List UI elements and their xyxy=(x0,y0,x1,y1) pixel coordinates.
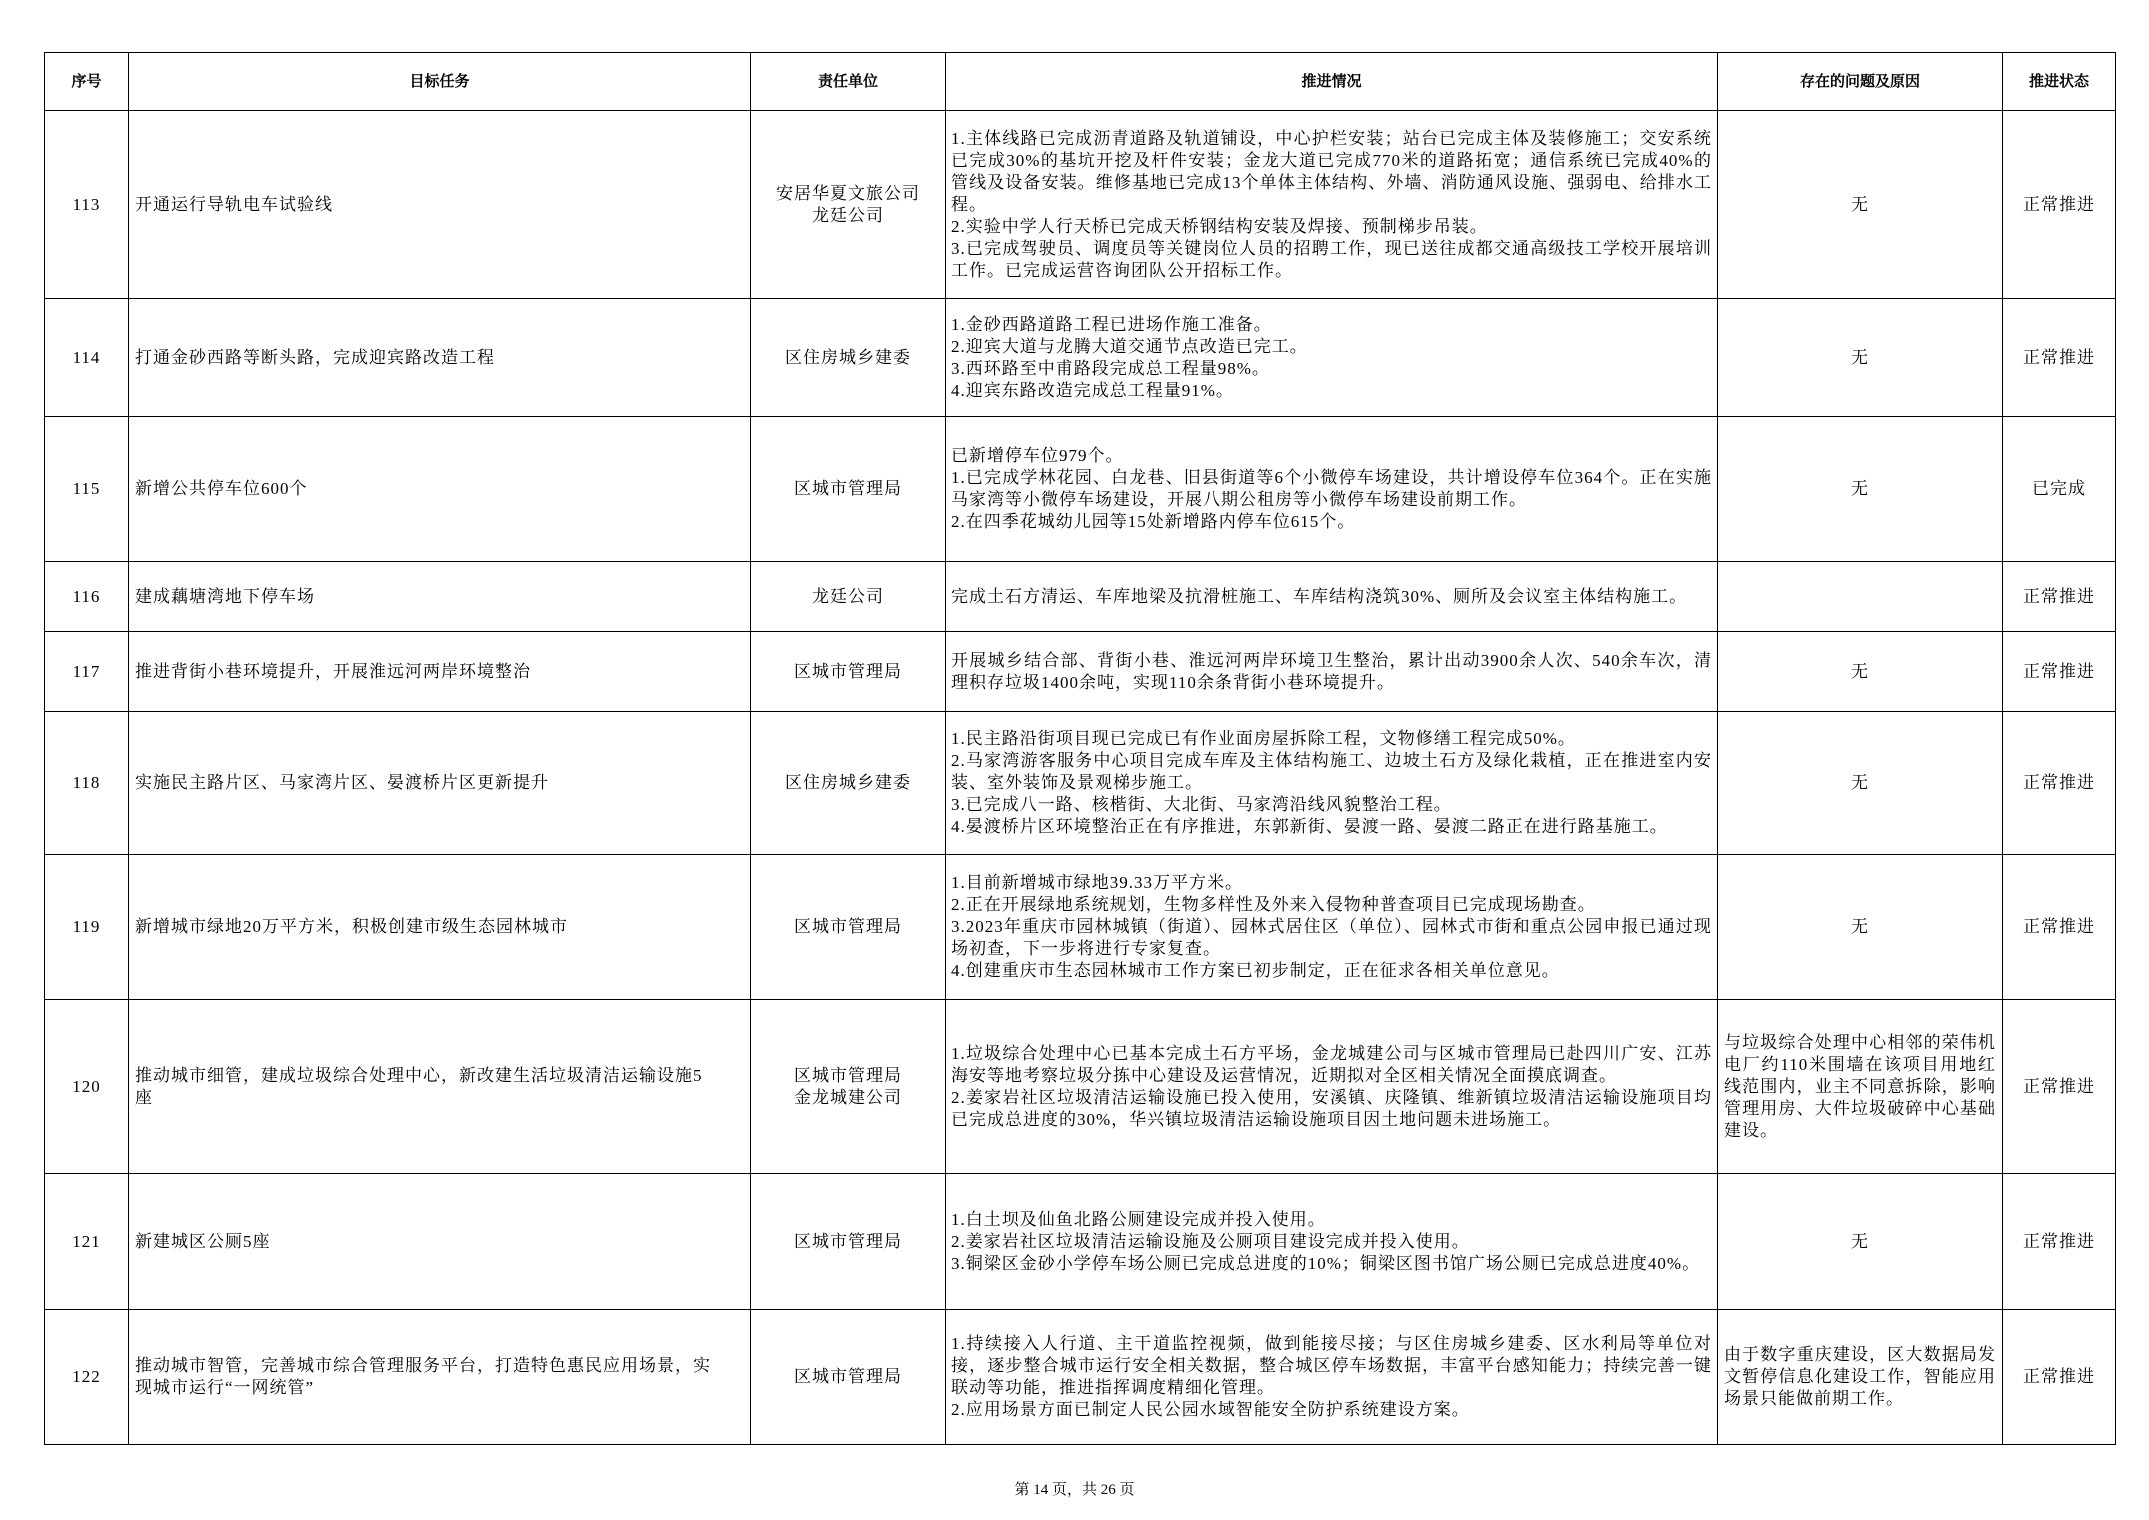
unit-cell xyxy=(751,111,946,299)
progress-item: 3.已完成驾驶员、调度员等关键岗位人员的招聘工作，现已送往成都交通高级技工学校开展培训工作。已完成运营咨询团队公开招标工作。 xyxy=(951,238,1712,280)
unit-name: 龙廷公司 xyxy=(812,205,884,225)
progress-item: 1.垃圾综合处理中心已基本完成土石方平场，金龙城建公司与区城市管理局已赴四川广安、江苏海安等地考察垃圾分拣中心建设及运营情况，近期拟对全区相关情况全面摸底调查。 xyxy=(951,1043,1712,1085)
progress-item: 2.姜家岩社区垃圾清洁运输设施及公厕项目建设完成并投入使用。 xyxy=(951,1231,1470,1251)
row-index: 119 xyxy=(45,855,129,1000)
issue-cell: 无 xyxy=(1718,299,2003,417)
issue-cell: 无 xyxy=(1718,632,2003,712)
header-progress: 推进情况 xyxy=(946,53,1718,111)
row-index: 117 xyxy=(45,632,129,712)
status-cell: 正常推进 xyxy=(2003,299,2116,417)
progress-item: 4.晏渡桥片区环境整治正在有序推进，东郭新街、晏渡一路、晏渡二路正在进行路基施工。 xyxy=(951,817,1668,836)
progress-item: 已新增停车位979个。 xyxy=(951,446,1124,465)
unit-cell xyxy=(751,632,946,712)
status-cell: 正常推进 xyxy=(2003,632,2116,712)
row-index: 120 xyxy=(45,1000,129,1174)
progress-cell xyxy=(946,417,1718,562)
task-cell: 推动城市智管，完善城市综合管理服务平台，打造特色惠民应用场景，实现城市运行“一网统管” xyxy=(129,1310,751,1445)
task-cell: 开通运行导轨电车试验线 xyxy=(129,111,751,299)
issue-cell: 无 xyxy=(1718,111,2003,299)
status-cell: 正常推进 xyxy=(2003,1174,2116,1310)
progress-item: 3.已完成八一路、核楷街、大北街、马家湾沿线风貌整治工程。 xyxy=(951,795,1452,814)
status-cell: 已完成 xyxy=(2003,417,2116,562)
progress-item: 1.已完成学林花园、白龙巷、旧县街道等6个小微停车场建设，共计增设停车位364个。正在实施马家湾等小微停车场建设，开展八期公租房等小微停车场建设前期工作。 xyxy=(951,468,1712,509)
progress-item: 2.马家湾游客服务中心项目完成车库及主体结构施工、边坡土石方及绿化栽植，正在推进室内安装、室外装饰及景观梯步施工。 xyxy=(951,751,1712,792)
progress-item: 2.迎宾大道与龙腾大道交通节点改造已完工。 xyxy=(951,336,1308,356)
issue-cell: 无 xyxy=(1718,712,2003,855)
table-row xyxy=(45,111,2116,299)
progress-item: 2.姜家岩社区垃圾清洁运输设施已投入使用，安溪镇、庆隆镇、维新镇垃圾清洁运输设施项目均已完成总进度的30%，华兴镇垃圾清洁运输设施项目因土地问题未进场施工。 xyxy=(951,1087,1712,1129)
row-index: 122 xyxy=(45,1310,129,1445)
unit-cell xyxy=(751,712,946,855)
progress-cell xyxy=(946,632,1718,712)
task-cell: 打通金砂西路等断头路，完成迎宾路改造工程 xyxy=(129,299,751,417)
unit-cell xyxy=(751,562,946,632)
status-cell: 正常推进 xyxy=(2003,562,2116,632)
table-row xyxy=(45,299,2116,417)
header-index: 序号 xyxy=(45,53,129,111)
unit-name: 安居华夏文旅公司 xyxy=(776,183,920,203)
unit-name: 金龙城建公司 xyxy=(794,1087,902,1107)
header-issues: 存在的问题及原因 xyxy=(1718,53,2003,111)
unit-name: 区城市管理局 xyxy=(794,479,902,498)
progress-item: 2.在四季花城幼儿园等15处新增路内停车位615个。 xyxy=(951,512,1356,531)
task-cell: 新建城区公厕5座 xyxy=(129,1174,751,1310)
progress-cell xyxy=(946,855,1718,1000)
unit-cell xyxy=(751,1000,946,1174)
row-index: 115 xyxy=(45,417,129,562)
row-index: 121 xyxy=(45,1174,129,1310)
issue-cell xyxy=(1718,562,2003,632)
page-number-footer: 第 14 页，共 26 页 xyxy=(1014,1482,1135,1498)
progress-cell xyxy=(946,1310,1718,1445)
progress-item: 1.持续接入人行道、主干道监控视频，做到能接尽接；与区住房城乡建委、区水利局等单位对接，逐步整合城市运行安全相关数据，整合城区停车场数据，丰富平台感知能力；持续完善一键联动等功能，推进指挥调度精细化管理。 xyxy=(951,1334,1712,1397)
unit-name: 龙廷公司 xyxy=(812,586,884,606)
status-cell: 正常推进 xyxy=(2003,1310,2116,1445)
progress-item: 2.正在开展绿地系统规划，生物多样性及外来入侵物种普查项目已完成现场勘查。 xyxy=(951,895,1596,914)
status-cell: 正常推进 xyxy=(2003,855,2116,1000)
unit-name: 区住房城乡建委 xyxy=(785,773,911,792)
progress-cell xyxy=(946,1174,1718,1310)
progress-cell xyxy=(946,562,1718,632)
row-index: 116 xyxy=(45,562,129,632)
task-cell: 推进背街小巷环境提升，开展淮远河两岸环境整治 xyxy=(129,632,751,712)
progress-item: 3.铜梁区金砂小学停车场公厕已完成总进度的10%；铜梁区图书馆广场公厕已完成总进度40%。 xyxy=(951,1253,1701,1273)
progress-item: 1.白土坝及仙鱼北路公厕建设完成并投入使用。 xyxy=(951,1209,1326,1229)
unit-name: 区城市管理局 xyxy=(794,661,902,681)
status-cell: 正常推进 xyxy=(2003,712,2116,855)
status-cell: 正常推进 xyxy=(2003,1000,2116,1174)
issue-cell: 无 xyxy=(1718,855,2003,1000)
header-unit: 责任单位 xyxy=(751,53,946,111)
progress-item: 3.2023年重庆市园林城镇（街道）、园林式居住区（单位）、园林式市街和重点公园申报已通过现场初查，下一步将进行专家复查。 xyxy=(951,917,1712,958)
progress-item: 2.实验中学人行天桥已完成天桥钢结构安装及焊接、预制梯步吊装。 xyxy=(951,216,1488,236)
unit-cell xyxy=(751,1310,946,1445)
unit-cell xyxy=(751,417,946,562)
table-row xyxy=(45,632,2116,712)
unit-cell xyxy=(751,1174,946,1310)
row-index: 118 xyxy=(45,712,129,855)
progress-item: 4.迎宾东路改造完成总工程量91%。 xyxy=(951,380,1234,400)
task-cell: 推动城市细管，建成垃圾综合处理中心，新改建生活垃圾清洁运输设施5座 xyxy=(129,1000,751,1174)
unit-cell xyxy=(751,299,946,417)
table-row xyxy=(45,855,2116,1000)
progress-cell xyxy=(946,1000,1718,1174)
row-index: 113 xyxy=(45,111,129,299)
table-row xyxy=(45,417,2116,562)
progress-cell xyxy=(946,712,1718,855)
unit-cell xyxy=(751,855,946,1000)
progress-item: 4.创建重庆市生态园林城市工作方案已初步制定，正在征求各相关单位意见。 xyxy=(951,961,1560,980)
table-header-row xyxy=(45,53,2116,111)
progress-item: 开展城乡结合部、背街小巷、淮远河两岸环境卫生整治，累计出动3900余人次、540余车次，清理积存垃圾1400余吨，实现110余条背街小巷环境提升。 xyxy=(951,650,1712,692)
row-index: 114 xyxy=(45,299,129,417)
progress-item: 1.主体线路已完成沥青道路及轨道铺设，中心护栏安装；站台已完成主体及装修施工；交安系统已完成30%的基坑开挖及杆件安装；金龙大道已完成770米的道路拓宽；通信系统已完成40%的管线及设备安装。维修基地已完成13个单体主体结构、外墙、消防通风设施、强弱电、给排水工程。 xyxy=(951,128,1712,214)
progress-table xyxy=(44,52,2116,1445)
progress-cell xyxy=(946,299,1718,417)
unit-name: 区住房城乡建委 xyxy=(785,347,911,367)
progress-item: 完成土石方清运、车库地梁及抗滑桩施工、车库结构浇筑30%、厕所及会议室主体结构施工。 xyxy=(951,586,1688,606)
task-cell: 实施民主路片区、马家湾片区、晏渡桥片区更新提升 xyxy=(129,712,751,855)
issue-cell: 由于数字重庆建设，区大数据局发文暂停信息化建设工作，智能应用场景只能做前期工作。 xyxy=(1718,1310,2003,1445)
header-status: 推进状态 xyxy=(2003,53,2116,111)
table-row xyxy=(45,1174,2116,1310)
status-cell: 正常推进 xyxy=(2003,111,2116,299)
progress-item: 3.西环路至中甫路段完成总工程量98%。 xyxy=(951,358,1270,378)
unit-name: 区城市管理局 xyxy=(794,1231,902,1251)
table-row xyxy=(45,1000,2116,1174)
table-row xyxy=(45,562,2116,632)
unit-name: 区城市管理局 xyxy=(794,917,902,936)
task-cell: 新增公共停车位600个 xyxy=(129,417,751,562)
progress-item: 2.应用场景方面已制定人民公园水域智能安全防护系统建设方案。 xyxy=(951,1400,1470,1419)
issue-cell: 与垃圾综合处理中心相邻的荣伟机电厂约110米围墙在该项目用地红线范围内，业主不同意拆除，影响管理用房、大件垃圾破碎中心基础建设。 xyxy=(1718,1000,2003,1174)
header-task: 目标任务 xyxy=(129,53,751,111)
table-row xyxy=(45,1310,2116,1445)
table-row xyxy=(45,712,2116,855)
progress-item: 1.民主路沿街项目现已完成已有作业面房屋拆除工程，文物修缮工程完成50%。 xyxy=(951,729,1576,748)
progress-cell xyxy=(946,111,1718,299)
progress-item: 1.金砂西路道路工程已进场作施工准备。 xyxy=(951,314,1272,334)
task-cell: 新增城市绿地20万平方米，积极创建市级生态园林城市 xyxy=(129,855,751,1000)
progress-item: 1.目前新增城市绿地39.33万平方米。 xyxy=(951,873,1243,892)
issue-cell: 无 xyxy=(1718,417,2003,562)
issue-cell: 无 xyxy=(1718,1174,2003,1310)
task-cell: 建成藕塘湾地下停车场 xyxy=(129,562,751,632)
unit-name: 区城市管理局 xyxy=(794,1367,902,1386)
unit-name: 区城市管理局 xyxy=(794,1065,902,1085)
